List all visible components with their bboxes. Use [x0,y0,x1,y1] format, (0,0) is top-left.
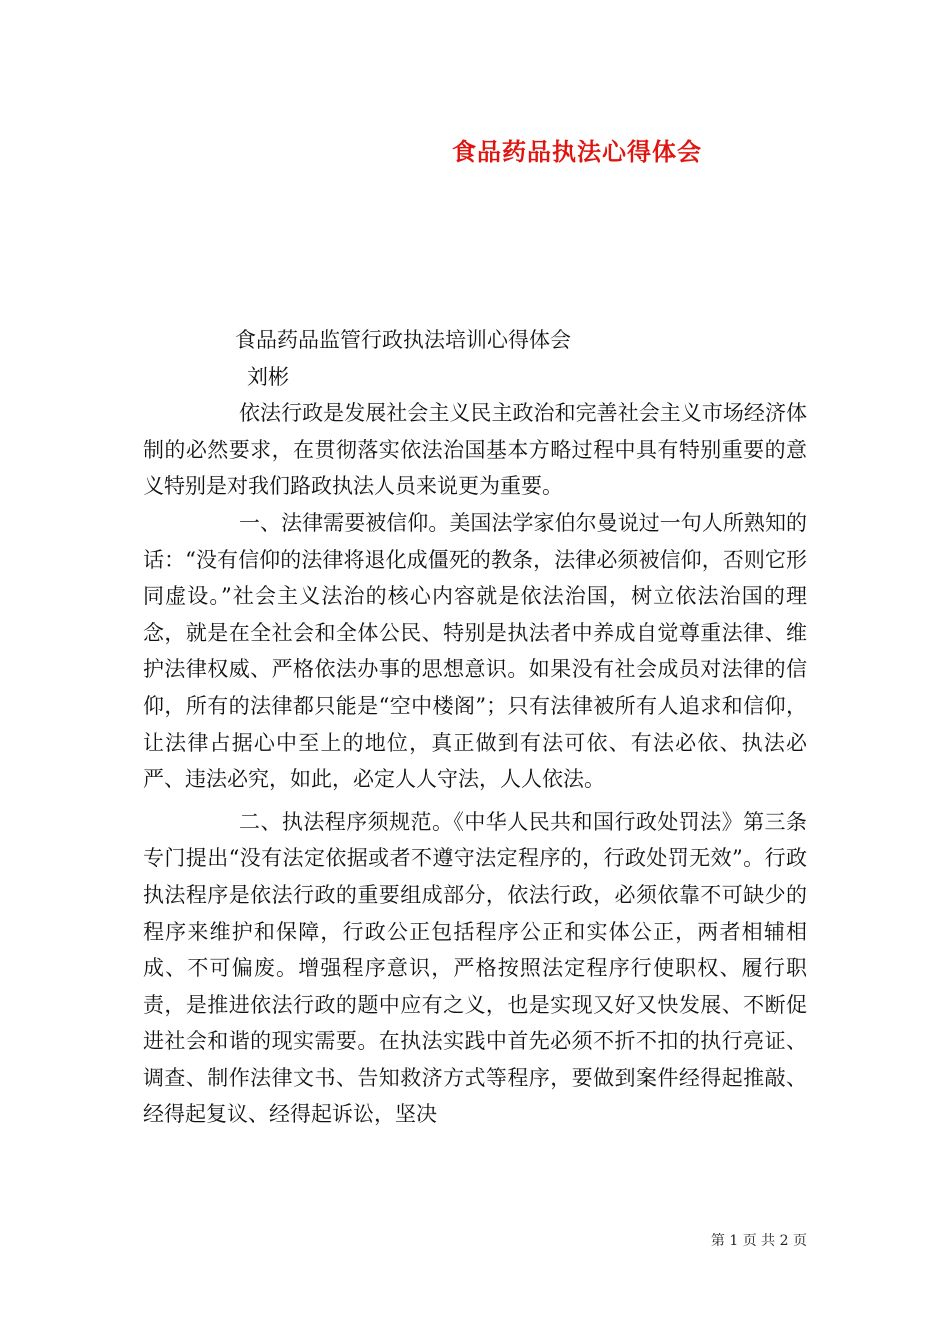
document-subtitle: 食品药品监管行政执法培训心得体会 [235,328,571,352]
paragraph-section-two: 二、执法程序须规范。《中华人民共和国行政处罚法》第三条专门提出“没有法定依据或者不遵守法定程序的，行政处罚无效”。行政执法程序是依法行政的重要组成部分，依法行政，必须依靠不可缺少的程序来维护和保障，行政公正包括程序公正和实体公正，两者相辅相成、不可偏废。增强程序意识，严格按照法定程序行使职权、履行职责，是推进依法行政的题中应有之义，也是实现又好又快发展、不断促进社会和谐的现实需要。在执法实践中首先必须不折不扣的执行亮证、调查、制作法律文书、告知救济方式等程序，要做到案件经得起推敲、经得起复议、经得起诉讼，坚决 [143,809,807,1127]
paragraph-intro: 依法行政是发展社会主义民主政治和完善社会主义市场经济体制的必然要求，在贯彻落实依法治国基本方略过程中具有特别重要的意义特别是对我们路政执法人员来说更为重要。 [143,401,807,499]
document-title: 食品药品执法心得体会 [452,137,702,166]
page-number-footer: 第 1 页 共 2 页 [710,1233,807,1249]
document-body [143,322,807,1133]
document-author: 刘彬 [247,364,289,389]
paragraph-section-one: 一、法律需要被信仰。美国法学家伯尔曼说过一句人所熟知的话：“没有信仰的法律将退化成僵死的教条，法律必须被信仰，否则它形同虚设。”社会主义法治的核心内容就是依法治国，树立依法治国的理念，就是在全社会和全体公民、特别是执法者中养成自觉尊重法律、维护法律权威、严格依法办事的思想意识。如果没有社会成员对法律的信仰，所有的法律都只能是“空中楼阁”；只有法律被所有人追求和信仰，让法律占据心中至上的地位，真正做到有法可依、有法必依、执法必严、违法必究，如此，必定人人守法，人人依法。 [143,510,807,792]
